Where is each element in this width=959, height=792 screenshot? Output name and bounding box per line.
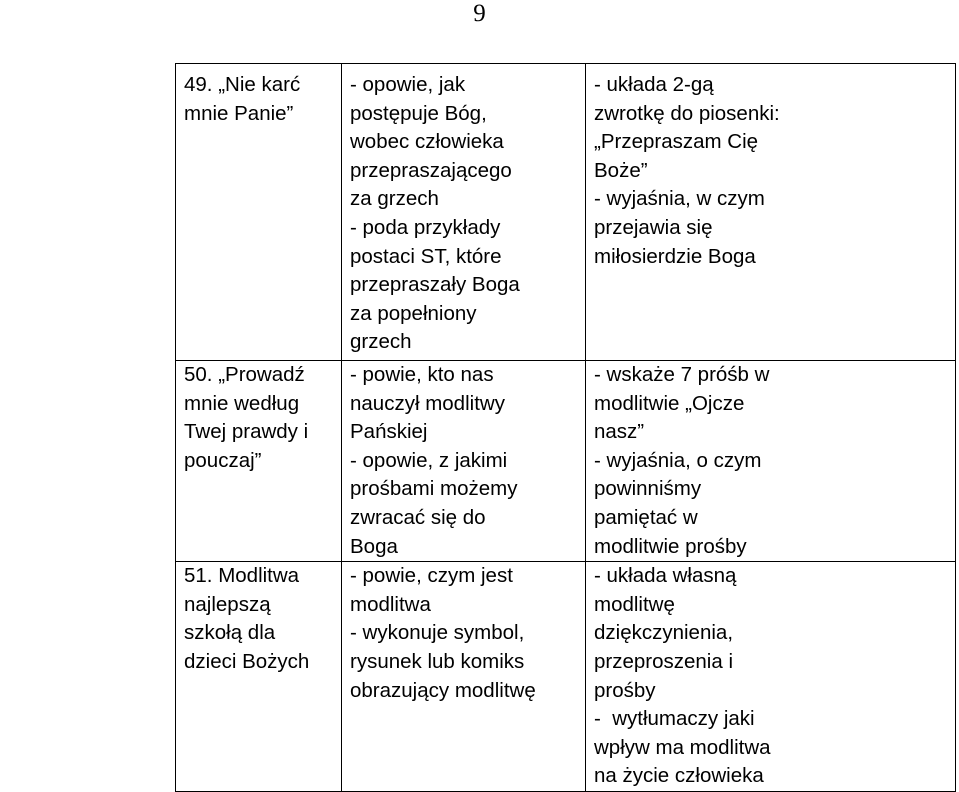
cell-text-line: 49. „Nie karć — [184, 73, 301, 96]
cell-text-line: pouczaj” — [184, 448, 262, 472]
cell-text-line: modlitwa — [350, 592, 431, 616]
cell-text-line: modlitwie prośby — [594, 534, 747, 558]
topic-cell — [176, 64, 342, 361]
cell-text-line: dziękczynienia, — [594, 621, 734, 645]
cell-text-line: nauczył modlitwy — [350, 391, 505, 415]
cell-text-line: postępuje Bóg, — [350, 101, 487, 125]
cell-text-line: Boże” — [594, 158, 648, 182]
cell-text-line: rysunek lub komiks — [350, 649, 525, 673]
cell-text-line: 50. „Prowadź — [184, 363, 305, 386]
cell-text-line: prośbami możemy — [350, 477, 518, 501]
page-number: 9 — [473, 0, 486, 27]
activities-cell — [586, 361, 956, 562]
topic-cell — [176, 361, 342, 562]
cell-text-line: prośby — [594, 678, 656, 702]
cell-text-line: przepraszały Boga — [350, 273, 520, 297]
cell-text-line: powinniśmy — [594, 477, 702, 501]
activities-cell — [586, 562, 956, 792]
lesson-table — [175, 63, 956, 792]
topic-cell — [176, 562, 342, 792]
cell-text-line: - powie, czym jest — [350, 564, 513, 588]
table-row — [176, 361, 956, 562]
cell-text-line: Twej prawdy i — [184, 420, 309, 444]
cell-text-line: - układa własną — [594, 564, 737, 588]
cell-text-line: przeproszenia i — [594, 649, 734, 673]
table-row — [176, 64, 956, 361]
cell-text-line: wpływ ma modlitwa — [594, 735, 771, 759]
cell-text-line: - opowie, jak — [350, 73, 466, 96]
cell-text-line: najlepszą — [184, 592, 271, 616]
cell-text-line: modlitwę — [594, 592, 675, 616]
cell-text-line: przejawia się — [594, 215, 713, 239]
cell-text-line: - wskaże 7 próśb w — [594, 363, 770, 386]
cell-text-line: mnie Panie” — [184, 101, 294, 125]
student-will-cell — [342, 361, 586, 562]
cell-text-line: za popełniony — [350, 301, 477, 325]
cell-text-line: „Przepraszam Cię — [594, 130, 759, 154]
cell-text-line: nasz” — [594, 420, 645, 444]
cell-text-line: - układa 2-gą — [594, 73, 714, 96]
cell-text-line: - wyjaśnia, o czym — [594, 448, 762, 472]
cell-text-line: - wyjaśnia, w czym — [594, 187, 765, 211]
student-will-cell — [342, 562, 586, 792]
cell-text-line: pamiętać w — [594, 505, 698, 529]
cell-text-line: miłosierdzie Boga — [594, 244, 756, 268]
cell-text-line: dzieci Bożych — [184, 649, 310, 673]
cell-text-line: Pańskiej — [350, 420, 428, 444]
cell-text-line: postaci ST, które — [350, 244, 502, 268]
activities-cell — [586, 64, 956, 361]
student-will-cell — [342, 64, 586, 361]
cell-text-line: na życie człowieka — [594, 764, 764, 788]
cell-text-line: - wykonuje symbol, — [350, 621, 525, 645]
cell-text-line: za grzech — [350, 187, 439, 211]
cell-text-line: - poda przykłady — [350, 215, 501, 239]
cell-text-line: wobec człowieka — [350, 130, 504, 154]
cell-text-line: przepraszającego — [350, 158, 512, 182]
cell-text-line: modlitwie „Ojcze — [594, 391, 745, 415]
cell-text-line: szkołą dla — [184, 621, 276, 645]
cell-text-line: - powie, kto nas — [350, 363, 494, 386]
table-row — [176, 562, 956, 792]
cell-text-line: 51. Modlitwa — [184, 564, 300, 588]
cell-text-line: zwracać się do — [350, 505, 486, 529]
cell-text-line: - opowie, z jakimi — [350, 448, 508, 472]
cell-text-line: zwrotkę do piosenki: — [594, 101, 780, 125]
cell-text-line: Boga — [350, 534, 398, 558]
cell-text-line: grzech — [350, 330, 412, 354]
cell-text-line: - wytłumaczy jaki — [594, 707, 755, 731]
cell-text-line: obrazujący modlitwę — [350, 678, 536, 702]
cell-text-line: mnie według — [184, 391, 300, 415]
